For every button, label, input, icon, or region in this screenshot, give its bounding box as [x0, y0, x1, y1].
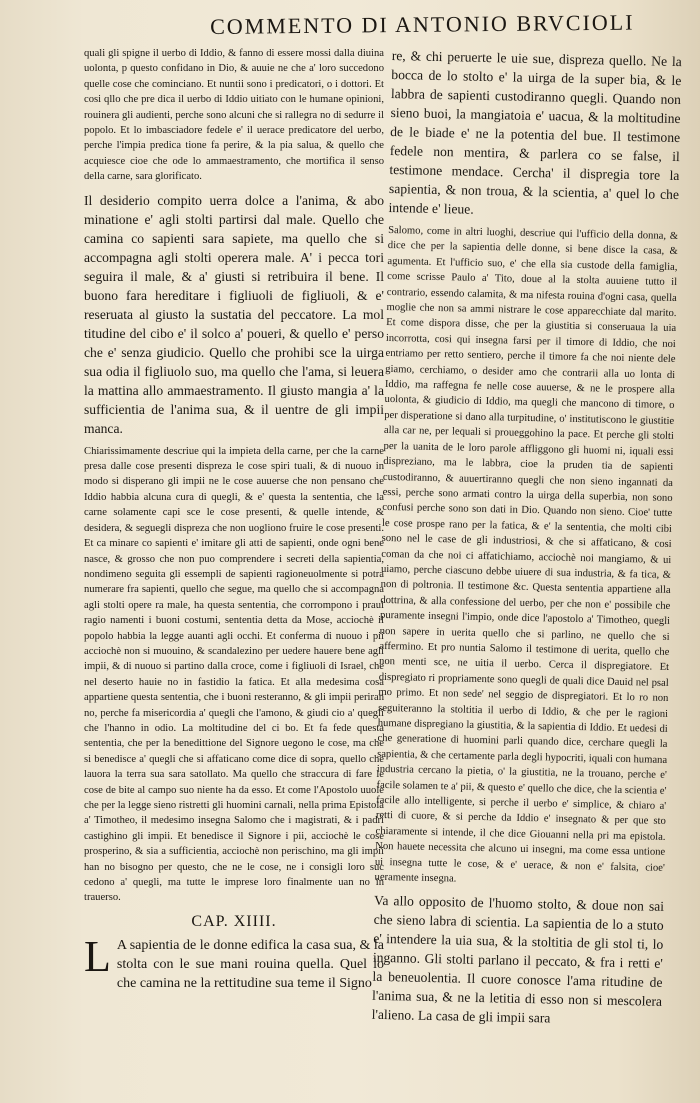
chapter-heading: CAP. XIIII. [191, 912, 277, 930]
commentary-block-1: quali gli spigne il uerbo di Iddio, & fanno di essere mossi dalla diuina uolonta, p questo confidano in Dio, & auuie ne che a' loro succedono quelle cose che cominciano. Et nuntii sono i predicatori, o i dottori. Et cosi qllo che pre dica il uerbo di Iddio uitiato con le humane opinioni, rouinera gli audienti, perche sono alcuni che si rallegra no di sedurre il popolo. Et lo imbasciadore fedele e' il uerace predicatore del uerbo, perche l'impia predica tione fa perire, & la pia salua, & quello che acquiesce cioe che ode lo ammaestramento, che mortifica il senso della carne, sara glorificato. [84, 48, 384, 183]
commentary-block-3: Salomo, come in altri luoghi, descriue qui l'ufficio della donna, & dice che per la sapientia delle donne, si bene disce la casa, & agumenta. Et l'ufficio suo, e' che ella sia custode della famiglia, come scrisse Paulo a' Tito, doue al la stolta auuiene tutto il contrario, essendo calamita, & ma nifesta rouina d'ogni casa, quella moglie che non sa ammi nistrare le cose apparecchiate dal marito. Et come dispora disse, che per la giustitia si conseruaua la uia incorrotta, cosi qui insegna farsi per il timore di Iddio, che noi entriamo per retto sentiero, perche il timore fa che noi niente dele giamo, cerchiamo, o desider amo che contrarii alla uo lonta di Iddio, ma raffegna fe nelle cose auuerse, & ne le prospere alla uolonta, & giudicio di Iddio, ma quegli che mancono di timore, o per disperatione si dano alla turpitudine, o' institutiscono le giustitie alla car ne, per lequali si proueggohino la pace. Et perche gli stolti per la uanita de le loro parole affliggono gli huomi ni, iquali essi dispreziano, ma le labbra, cioe la pruden tia de sapienti custodiranno, & auuertiranno quegli che non sieno ingannati da essi, perche sono armati contro la uirga della superbia, non sono confusi perche sono son dati in Dio. Quando non sieno. Cioe' tutte le cose prospe rano per la fatica, & e' la sententia, che molti cibi sono nel le case de gli industriosi, & che si affaticano, & cosi coman da che noi ci affatichiamo, acciochè noi mangiamo, & ui uiamo, perche ciascuno debbe uiuere di sua industria, & fa tica, & non di poltronia. Il testimone &c. Questa sententia appartiene alla dottrina, & alla confessione del uerbo, per che non e' possibile che puramente insegni l'impio, onde dice l'apostolo a' Timotheo, quegli non sapere in uerita quello che si parlino, ne quello che si affermino. Et pro nuntia Salomo il testimone di uerita, quello che non menti sce, ne uitia il uerbo. Cerca il dispregiatore. Et dispregiato ri propriamente sono quegli de quali dice Dauid nel psal mo primo. Et non sede' nel seggio de dispregiatori. Et lo ro non seguiteranno la stoltitia il uerbo di Iddio, & che per le ragioni humane dispregiano la giustitia, & la sapientia di Iddio. Et uedesi di che generatione di huomini parli quando dice, cerchare quegli la sapientia, & che certamente parla degli hypocriti, iquali con humana industria cercano la pietia, o' la giustitia, ne la trouano, perche e' facile solamen te a' pii, & questo e' quello che dice, che la scientia e' facile allo intelligente, si perche il uerbo e' simplice, & chiaro a' retti di cuore, & si perche da Iddio e' insegnato & per que sto chiaramente si intende, il che dice Giouanni nella pri ma epistola. Non hauete necessita che alcuno ui insegni, ma come essa untione ui insegna tutte le cose, & e' uerace, & non e' falsita, cioe' ueramente insegna. [374, 224, 679, 885]
left-column [84, 46, 384, 1096]
scripture-block-4: Va allo opposito de l'huomo stolto, & doue non sai che sieno labra di scientia. La sapientia de lo a stuto e' intendere la uia sua, & la stoltitia de gli stol ti, lo inganno. Gli stolti parlano il peccato, & fra i retti e' la beneuolentia. Il cuore conosce l'ama ritudine de l'anima sua, & ne la letitia di esso non si mescolera l'alieno. La casa de gli impii sara [371, 893, 665, 1026]
scripture-block-2 [84, 931, 384, 993]
scripture-block-2-text: A sapientia de le donne edifica la casa sua, & la stolta con le sue mani rouina quella. Quel lo che camina ne la rettitudine sua teme il Signo [116, 937, 384, 991]
scripture-block-1: Il desiderio compito uerra dolce a l'anima, & abo minatione e' agli stolti partirsi dal male. Quello che camina co sapienti sara sapiete, ma quello che si accompagna agli stolti operera male. A' i pecca tori seguira il male, & a' giusti si retribuira il bene. Il buono fara hereditare i figliuoli de figliuoli, & e' reseruata al giusto la sustatia del peccatore. La mol titudine del cibo e' il solco a' poueri, & quello e' perso che e' senza giudicio. Quello che prohibi sce la uirga sua odia il figliuolo suo, ma quello che l'ama, si leuera la mattina allo ammaestramento. Il giusto mangia a' la sufficientia de l'anima sua, & il uentre de gli impii manca. [84, 192, 384, 436]
commentary-block-2: Chiarissimamente descriue qui la impieta della carne, per che la carne presa dalle cose presenti dispreza le cose spiri tuali, & di nuouo in modo si disperano gli impii ne le cose auuerse che non pensano che Iddio habbia alcuna cura di quegli, & e' questa la sententia, che la carne solamente capi sce le cose presenti, & quelle intende, & desidera, & seguegli dispreza che non uogliono fruire le cose presenti. Et ca minare co sapienti e' imitare gli atti de sapienti, onde ogni bene nasce, & grosso che non puo comprendere i secreti della sapientia, nondimeno seguita gli essempli de sapienti ragioneuolmente si potra numerare fra sapienti, quello che segue, ma quello che si accompagna agli stolti opere ra male, ha questa sententia, che corrompono i praui ragio namenti i buoni costumi, sententia detta da Mose, acciochè il popolo habbia la legge auanti agli occhi. Et conferma di nuouo i pii acciochè non si muouino, & scandalezino per uedere hauere bene agli impii, & di nuouo si partino dalla croce, come i figliuoli di Israel, che nel deserto hauie no in fastidio la fatica. Et alla medesima cosa appartiene questa sententia, che i buoni resteranno, & gli impii periran no, perche fa misericordia a' quegli che l'amono, & giudi cio a' quegli che l'hanno in odio. La moltitudine del ci bo. Et fa fede questa sententia, che per la benedittione del Signore uegono le cose, ma che si benedisce a' quegli che si affaticano come dice di sopra, quello che lauora la terra sua sara satollato. Ma quello che straccura di fare le cose de bite al campo suo niente ha da esso. Et come l'Apostolo uuole che per la legge sieno ristretti gli huomini carnali, nella prima Epistola a' Timotheo, il medesimo insegna Salomo che i magistrati, & i padri castighino gli impii. Et benedisce il Signore i pii, acciochè le cose prosperino, & sia a sufficientia, acciochè non perischino, ma gli impii han no bisogno per questo, che ne le cose, ne i consigli loro suc cedono a' quegli, ma tutte le imprese loro finalmente uan no in trauerso. [84, 445, 384, 904]
right-column [370, 46, 682, 1102]
scripture-block-3: re, & chi peruerte le uie sue, dispreza quello. Ne la bocca de lo stolto e' la uirga de la super bia, & le labbra de sapienti custodiranno quegli. Quando non sieno buoi, la mangiatoia e' uacua, & la moltitudine de le biade e' ne la potentia del bue. Il testimone fedele non mentira, & parlera co se false, il testimone mendace. Cercha' il dispregia tore la sapientia, & non troua, & la scientia, a' quel lo che intende e' lieue. [388, 47, 682, 217]
drop-cap-initial: L [84, 931, 111, 981]
running-title: COMMENTO DI ANTONIO BRVCIOLI [210, 9, 635, 39]
